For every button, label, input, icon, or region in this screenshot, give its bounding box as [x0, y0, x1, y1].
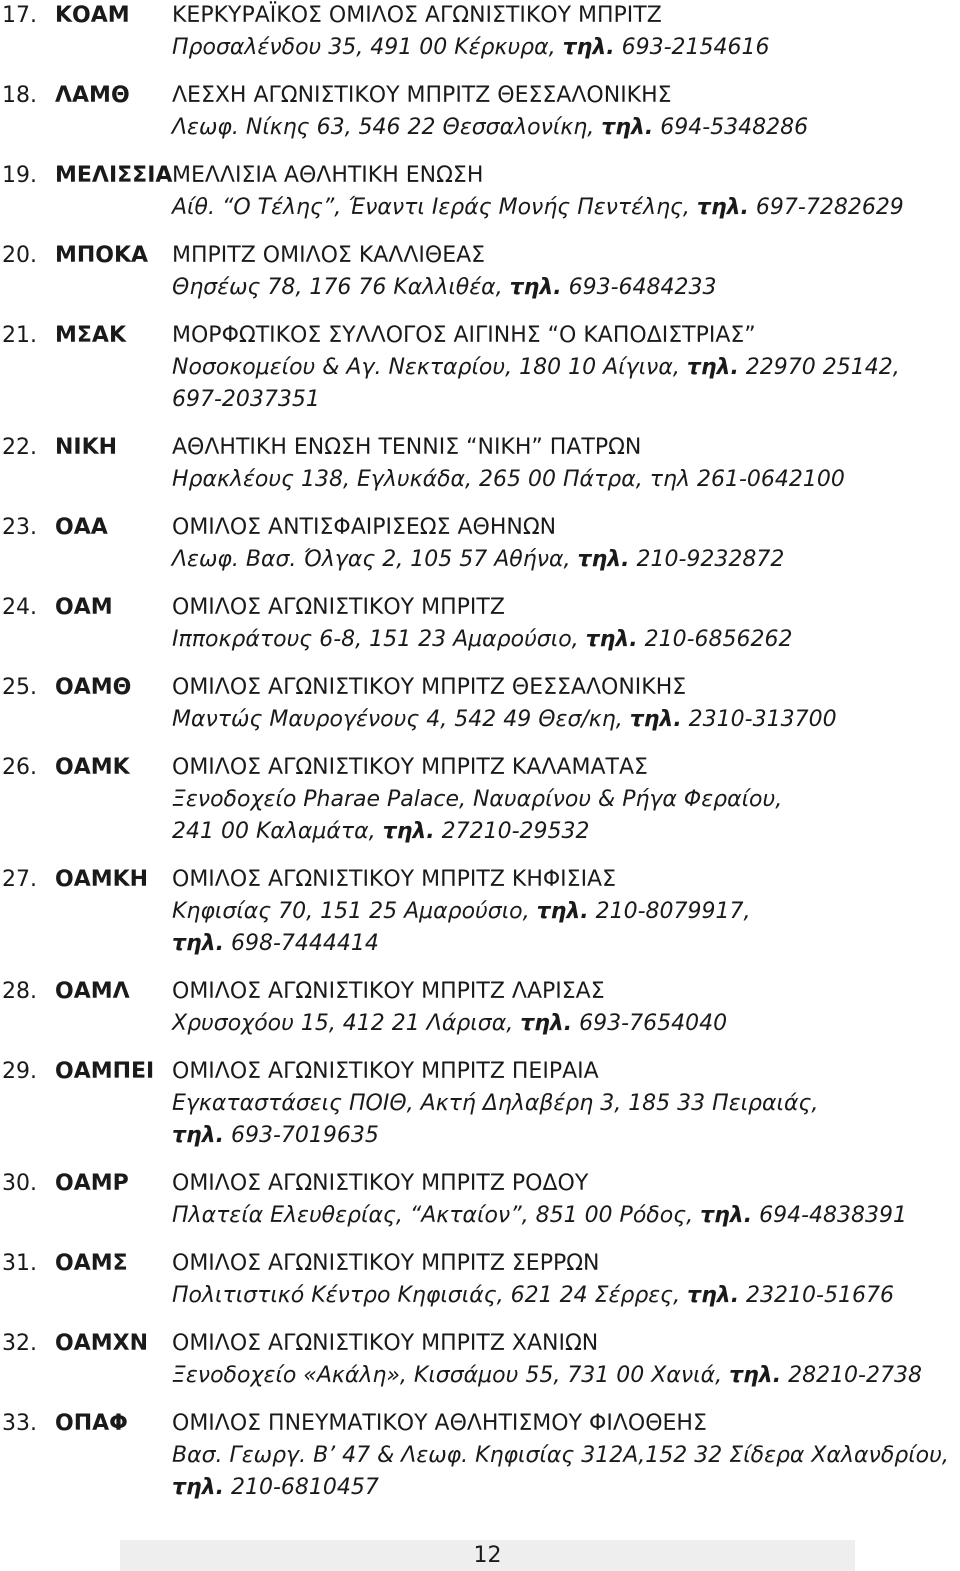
phone-label: τηλ.	[509, 275, 562, 300]
club-name: ΚΕΡΚΥΡΑΪΚΟΣ ΟΜΙΛΟΣ ΑΓΩΝΙΣΤΙΚΟΥ ΜΠΡΙΤΖ	[172, 3, 662, 28]
entry-name-line	[0, 1408, 960, 1440]
club-name: ΟΜΙΛΟΣ ΑΝΤΙΣΦΑΙΡΙΣΕΩΣ ΑΘΗΝΩΝ	[172, 515, 557, 540]
phone-number: 693-2154616	[614, 35, 770, 60]
club-abbreviation: ΟΑΜΛ	[55, 979, 130, 1004]
entry-number: 31.	[2, 1251, 37, 1276]
address-line	[0, 1088, 960, 1120]
address-line	[0, 32, 960, 64]
entry-number: 21.	[2, 323, 37, 348]
address-line	[0, 272, 960, 304]
address-line	[0, 816, 960, 848]
address-line	[0, 112, 960, 144]
entry-name-line	[0, 0, 960, 32]
club-name: ΜΕΛΛΙΣΙΑ ΑΘΛΗΤΙΚΗ ΕΝΩΣΗ	[172, 163, 484, 188]
phone-label: τηλ.	[629, 707, 682, 732]
club-abbreviation: ΜΕΛΙΣΣΙΑ	[55, 163, 173, 188]
phone-number: 693-7654040	[572, 1011, 728, 1036]
phone-label: τηλ.	[700, 1203, 753, 1228]
entry-name-line	[0, 1248, 960, 1280]
club-name: ΟΜΙΛΟΣ ΑΓΩΝΙΣΤΙΚΟΥ ΜΠΡΙΤΖ ΚΗΦΙΣΙΑΣ	[172, 867, 617, 892]
club-address	[172, 928, 379, 960]
address-line	[0, 384, 960, 416]
address-line	[0, 704, 960, 736]
phone-number: 693-7019635	[223, 1123, 379, 1148]
phone-number: 694-4838391	[752, 1203, 907, 1228]
club-name: ΜΟΡΦΩΤΙΚΟΣ ΣΥΛΛΟΓΟΣ ΑΙΓΙΝΗΣ “Ο ΚΑΠΟΔΙΣΤΡΙΑΣ”	[172, 323, 756, 348]
club-entry	[0, 976, 960, 1040]
club-address	[172, 1440, 949, 1472]
entry-number: 32.	[2, 1331, 37, 1356]
entry-name-line	[0, 976, 960, 1008]
address-text: Μαντώς Μαυρογένους 4, 542 49 Θεσ/κη,	[172, 707, 630, 732]
club-entry	[0, 160, 960, 224]
entry-number: 25.	[2, 675, 37, 700]
club-entry	[0, 512, 960, 576]
address-line	[0, 1280, 960, 1312]
club-address	[172, 1008, 727, 1040]
address-line	[0, 896, 960, 928]
club-address	[172, 272, 717, 304]
entry-number: 24.	[2, 595, 37, 620]
club-entry	[0, 432, 960, 496]
club-abbreviation: ΟΑΜΣ	[55, 1251, 128, 1276]
club-entry	[0, 240, 960, 304]
club-name: ΑΘΛΗΤΙΚΗ ΕΝΩΣΗ ΤΕΝΝΙΣ “ΝΙΚΗ” ΠΑΤΡΩΝ	[172, 435, 642, 460]
club-address	[172, 1120, 379, 1152]
club-address	[172, 384, 320, 416]
entry-number: 26.	[2, 755, 37, 780]
address-text: Ξενοδοχείο Pharae Palace, Ναυαρίνου & Ρήγα Φεραίου,	[172, 787, 783, 812]
entry-number: 30.	[2, 1171, 37, 1196]
club-name: ΟΜΙΛΟΣ ΑΓΩΝΙΣΤΙΚΟΥ ΜΠΡΙΤΖ ΡΟΔΟΥ	[172, 1171, 589, 1196]
phone-label: τηλ.	[382, 819, 435, 844]
phone-label: τηλ.	[562, 35, 615, 60]
phone-label: τηλ.	[172, 931, 224, 956]
address-text: Χρυσοχόου 15, 412 21 Λάρισα,	[172, 1011, 521, 1036]
address-line	[0, 1472, 960, 1504]
address-line	[0, 624, 960, 656]
club-entry	[0, 752, 960, 848]
address-text: Αίθ. “Ο Τέλης”, Έναντι Ιεράς Μονής Πεντέλης,	[172, 195, 697, 220]
club-entry	[0, 592, 960, 656]
club-name: ΟΜΙΛΟΣ ΑΓΩΝΙΣΤΙΚΟΥ ΜΠΡΙΤΖ ΠΕΙΡΑΙΑ	[172, 1059, 599, 1084]
club-abbreviation: ΛΑΜΘ	[55, 83, 130, 108]
club-abbreviation: ΟΑΜΚΗ	[55, 867, 149, 892]
entry-name-line	[0, 592, 960, 624]
entry-number: 19.	[2, 163, 37, 188]
entry-name-line	[0, 672, 960, 704]
club-name: ΟΜΙΛΟΣ ΠΝΕΥΜΑΤΙΚΟΥ ΑΘΛΗΤΙΣΜΟΥ ΦΙΛΟΘΕΗΣ	[172, 1411, 707, 1436]
entry-name-line	[0, 240, 960, 272]
club-entry	[0, 1248, 960, 1312]
entry-name-line	[0, 864, 960, 896]
entry-name-line	[0, 1168, 960, 1200]
club-abbreviation: ΟΠΑΦ	[55, 1411, 128, 1436]
address-line	[0, 1360, 960, 1392]
entry-name-line	[0, 1328, 960, 1360]
club-address	[172, 1200, 907, 1232]
club-abbreviation: ΟΑΜΠΕΙ	[55, 1059, 155, 1084]
address-text: Θησέως 78, 176 76 Καλλιθέα,	[172, 275, 510, 300]
address-text: Εγκαταστάσεις ΠΟΙΘ, Ακτή Δηλαβέρη 3, 185 33 Πειραιάς,	[172, 1091, 819, 1116]
club-address	[172, 544, 784, 576]
entry-number: 33.	[2, 1411, 37, 1436]
phone-number: 210-6856262	[637, 627, 793, 652]
entry-number: 28.	[2, 979, 37, 1004]
club-name: ΟΜΙΛΟΣ ΑΓΩΝΙΣΤΙΚΟΥ ΜΠΡΙΤΖ ΘΕΣΣΑΛΟΝΙΚΗΣ	[172, 675, 687, 700]
phone-label: τηλ.	[520, 1011, 573, 1036]
club-name: ΟΜΙΛΟΣ ΑΓΩΝΙΣΤΙΚΟΥ ΜΠΡΙΤΖ ΚΑΛΑΜΑΤΑΣ	[172, 755, 648, 780]
entry-name-line	[0, 512, 960, 544]
phone-number: 28210-2738	[781, 1363, 922, 1388]
address-text: Ξενοδοχείο «Ακάλη», Κισσάμου 55, 731 00 Χανιά,	[172, 1363, 730, 1388]
phone-label: τηλ.	[729, 1363, 782, 1388]
phone-label: τηλ.	[585, 627, 638, 652]
page-number: 12	[473, 1543, 502, 1568]
club-address	[172, 784, 782, 816]
club-abbreviation: ΝΙΚΗ	[55, 435, 118, 460]
club-name: ΛΕΣΧΗ ΑΓΩΝΙΣΤΙΚΟΥ ΜΠΡΙΤΖ ΘΕΣΣΑΛΟΝΙΚΗΣ	[172, 83, 672, 108]
entry-number: 17.	[2, 3, 37, 28]
entry-number: 18.	[2, 83, 37, 108]
address-line	[0, 928, 960, 960]
entry-name-line	[0, 432, 960, 464]
club-abbreviation: ΟΑΜ	[55, 595, 113, 620]
address-line	[0, 784, 960, 816]
club-abbreviation: ΟΑΑ	[55, 515, 108, 540]
entry-number: 27.	[2, 867, 37, 892]
club-name: ΟΜΙΛΟΣ ΑΓΩΝΙΣΤΙΚΟΥ ΜΠΡΙΤΖ	[172, 595, 505, 620]
phone-number: 23210-51676	[739, 1283, 894, 1308]
phone-label: τηλ.	[686, 355, 739, 380]
club-abbreviation: ΟΑΜΧΝ	[55, 1331, 148, 1356]
phone-label: τηλ.	[172, 1475, 224, 1500]
entry-name-line	[0, 80, 960, 112]
club-abbreviation: ΟΑΜΡ	[55, 1171, 129, 1196]
club-address	[172, 1280, 894, 1312]
phone-number: 210-8079917,	[588, 899, 751, 924]
address-line	[0, 1200, 960, 1232]
club-name: ΟΜΙΛΟΣ ΑΓΩΝΙΣΤΙΚΟΥ ΜΠΡΙΤΖ ΛΑΡΙΣΑΣ	[172, 979, 605, 1004]
club-abbreviation: ΜΠΟΚΑ	[55, 243, 149, 268]
club-address	[172, 1472, 379, 1504]
club-address	[172, 624, 793, 656]
phone-number: 22970 25142,	[738, 355, 900, 380]
club-abbreviation: ΟΑΜΚ	[55, 755, 130, 780]
phone-label: τηλ.	[696, 195, 749, 220]
club-address	[172, 192, 904, 224]
address-text: Πλατεία Ελευθερίας, “Ακταίον”, 851 00 Ρόδος,	[172, 1203, 701, 1228]
entry-name-line	[0, 320, 960, 352]
club-entry	[0, 1408, 960, 1504]
address-text: Ηρακλέους 138, Εγλυκάδα, 265 00 Πάτρα, τηλ 261-0642100	[172, 467, 845, 492]
club-abbreviation: ΚΟΑΜ	[55, 3, 130, 28]
club-entry	[0, 1328, 960, 1392]
entry-name-line	[0, 752, 960, 784]
club-entry	[0, 0, 960, 64]
club-address	[172, 112, 808, 144]
club-address	[172, 1360, 922, 1392]
address-text: Νοσοκομείου & Αγ. Νεκταρίου, 180 10 Αίγινα,	[172, 355, 687, 380]
club-address	[172, 704, 837, 736]
address-line	[0, 1120, 960, 1152]
address-line	[0, 352, 960, 384]
address-text: Λεωφ. Βασ. Όλγας 2, 105 57 Αθήνα,	[172, 547, 578, 572]
address-line	[0, 544, 960, 576]
entry-name-line	[0, 160, 960, 192]
address-text: Πολιτιστικό Κέντρο Κηφισιάς, 621 24 Σέρρες,	[172, 1283, 688, 1308]
club-entry	[0, 1168, 960, 1232]
address-text: Βασ. Γεωργ. Β’ 47 & Λεωφ. Κηφισίας 312Α,152 32 Σίδερα Χαλανδρίου,	[172, 1443, 949, 1468]
club-entry	[0, 320, 960, 416]
address-text: Ιπποκράτους 6-8, 151 23 Αμαρούσιο,	[172, 627, 586, 652]
phone-number: 27210-29532	[434, 819, 590, 844]
address-text: 241 00 Καλαμάτα,	[172, 819, 383, 844]
phone-number: 697-7282629	[748, 195, 904, 220]
club-entry	[0, 1056, 960, 1152]
phone-label: τηλ.	[172, 1123, 224, 1148]
phone-number: 2310-313700	[681, 707, 837, 732]
entry-number: 22.	[2, 435, 37, 460]
club-address	[172, 896, 751, 928]
address-text: Λεωφ. Νίκης 63, 546 22 Θεσσαλονίκη,	[172, 115, 602, 140]
address-line	[0, 192, 960, 224]
club-entry	[0, 672, 960, 736]
phone-label: τηλ.	[601, 115, 654, 140]
address-line	[0, 1008, 960, 1040]
phone-label: τηλ.	[687, 1283, 740, 1308]
club-address	[172, 32, 770, 64]
entry-name-line	[0, 1056, 960, 1088]
phone-number: 694-5348286	[653, 115, 809, 140]
club-name: ΟΜΙΛΟΣ ΑΓΩΝΙΣΤΙΚΟΥ ΜΠΡΙΤΖ ΧΑΝΙΩΝ	[172, 1331, 599, 1356]
phone-label: τηλ.	[577, 547, 630, 572]
entry-number: 29.	[2, 1059, 37, 1084]
address-line	[0, 1440, 960, 1472]
entry-number: 23.	[2, 515, 37, 540]
club-address	[172, 352, 900, 384]
phone-number: 693-6484233	[561, 275, 717, 300]
phone-number: 210-6810457	[223, 1475, 379, 1500]
phone-label: τηλ.	[536, 899, 589, 924]
club-name: ΟΜΙΛΟΣ ΑΓΩΝΙΣΤΙΚΟΥ ΜΠΡΙΤΖ ΣΕΡΡΩΝ	[172, 1251, 600, 1276]
page-footer	[120, 1540, 855, 1571]
entry-number: 20.	[2, 243, 37, 268]
address-line	[0, 464, 960, 496]
address-text: Προσαλένδου 35, 491 00 Κέρκυρα,	[172, 35, 563, 60]
club-entry	[0, 864, 960, 960]
address-text: Κηφισίας 70, 151 25 Αμαρούσιο,	[172, 899, 537, 924]
phone-number: 698-7444414	[223, 931, 379, 956]
club-abbreviation: ΜΣΑΚ	[55, 323, 126, 348]
club-name: ΜΠΡΙΤΖ ΟΜΙΛΟΣ ΚΑΛΛΙΘΕΑΣ	[172, 243, 486, 268]
club-address	[172, 816, 590, 848]
club-address	[172, 1088, 818, 1120]
address-text: 697-2037351	[172, 387, 320, 412]
club-abbreviation: ΟΑΜΘ	[55, 675, 132, 700]
club-address	[172, 464, 845, 496]
phone-number: 210-9232872	[629, 547, 785, 572]
club-entry	[0, 80, 960, 144]
